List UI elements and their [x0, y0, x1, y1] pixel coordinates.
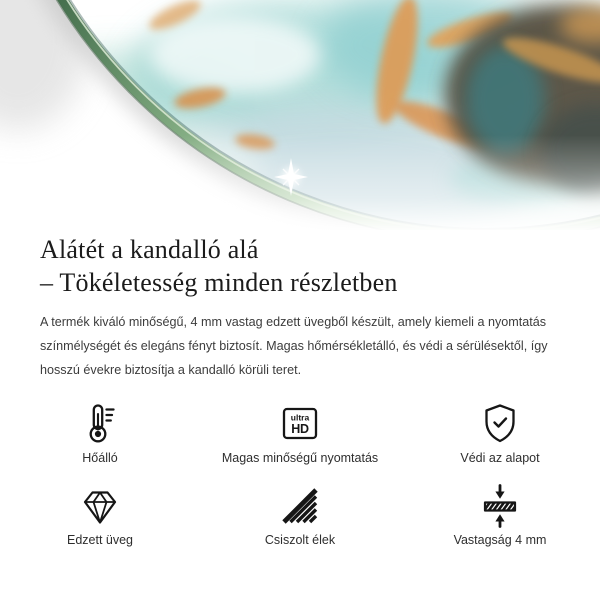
ultra-hd-icon [277, 398, 323, 450]
page-title-line1: Alátét a kandalló alá [40, 235, 259, 264]
thickness-icon [477, 480, 523, 532]
feature-grid [0, 398, 600, 548]
svg-text:ultra: ultra [290, 412, 310, 423]
page-title [40, 233, 398, 299]
shield-check-icon [477, 398, 523, 450]
feature-label: Csiszolt élek [264, 533, 336, 547]
feature-protects-base [400, 398, 600, 466]
feature-label: Védi az alapot [460, 451, 540, 465]
feature-ultra-hd-print [200, 398, 400, 466]
polished-edge-icon [277, 480, 323, 532]
svg-text:HD: HD [291, 422, 309, 436]
feature-label: Hőálló [82, 451, 118, 465]
feature-thickness [400, 480, 600, 548]
feature-heat-resistant [0, 398, 200, 466]
feature-label: Vastagság 4 mm [453, 533, 547, 547]
feature-polished-edges [200, 480, 400, 548]
feature-label: Magas minőségű nyomtatás [221, 451, 379, 465]
feature-tempered-glass [0, 480, 200, 548]
feature-label: Edzett üveg [66, 533, 133, 547]
hero-image [0, 0, 600, 230]
thermometer-icon [77, 398, 123, 450]
page-title-line2: – Tökéletesség minden részletben [40, 268, 398, 297]
diamond-icon [77, 480, 123, 532]
white-fade-overlay [0, 0, 600, 230]
product-description: A termék kiváló minőségű, 4 mm vastag edzett üvegből készült, amely kiemeli a nyomtatás színmélységét és elegáns fényt biztosít. Magas hőmérsékletálló, és védi a sérülésektől, így hosszú évekre biztosítja a kandalló körüli teret. [40, 315, 548, 377]
